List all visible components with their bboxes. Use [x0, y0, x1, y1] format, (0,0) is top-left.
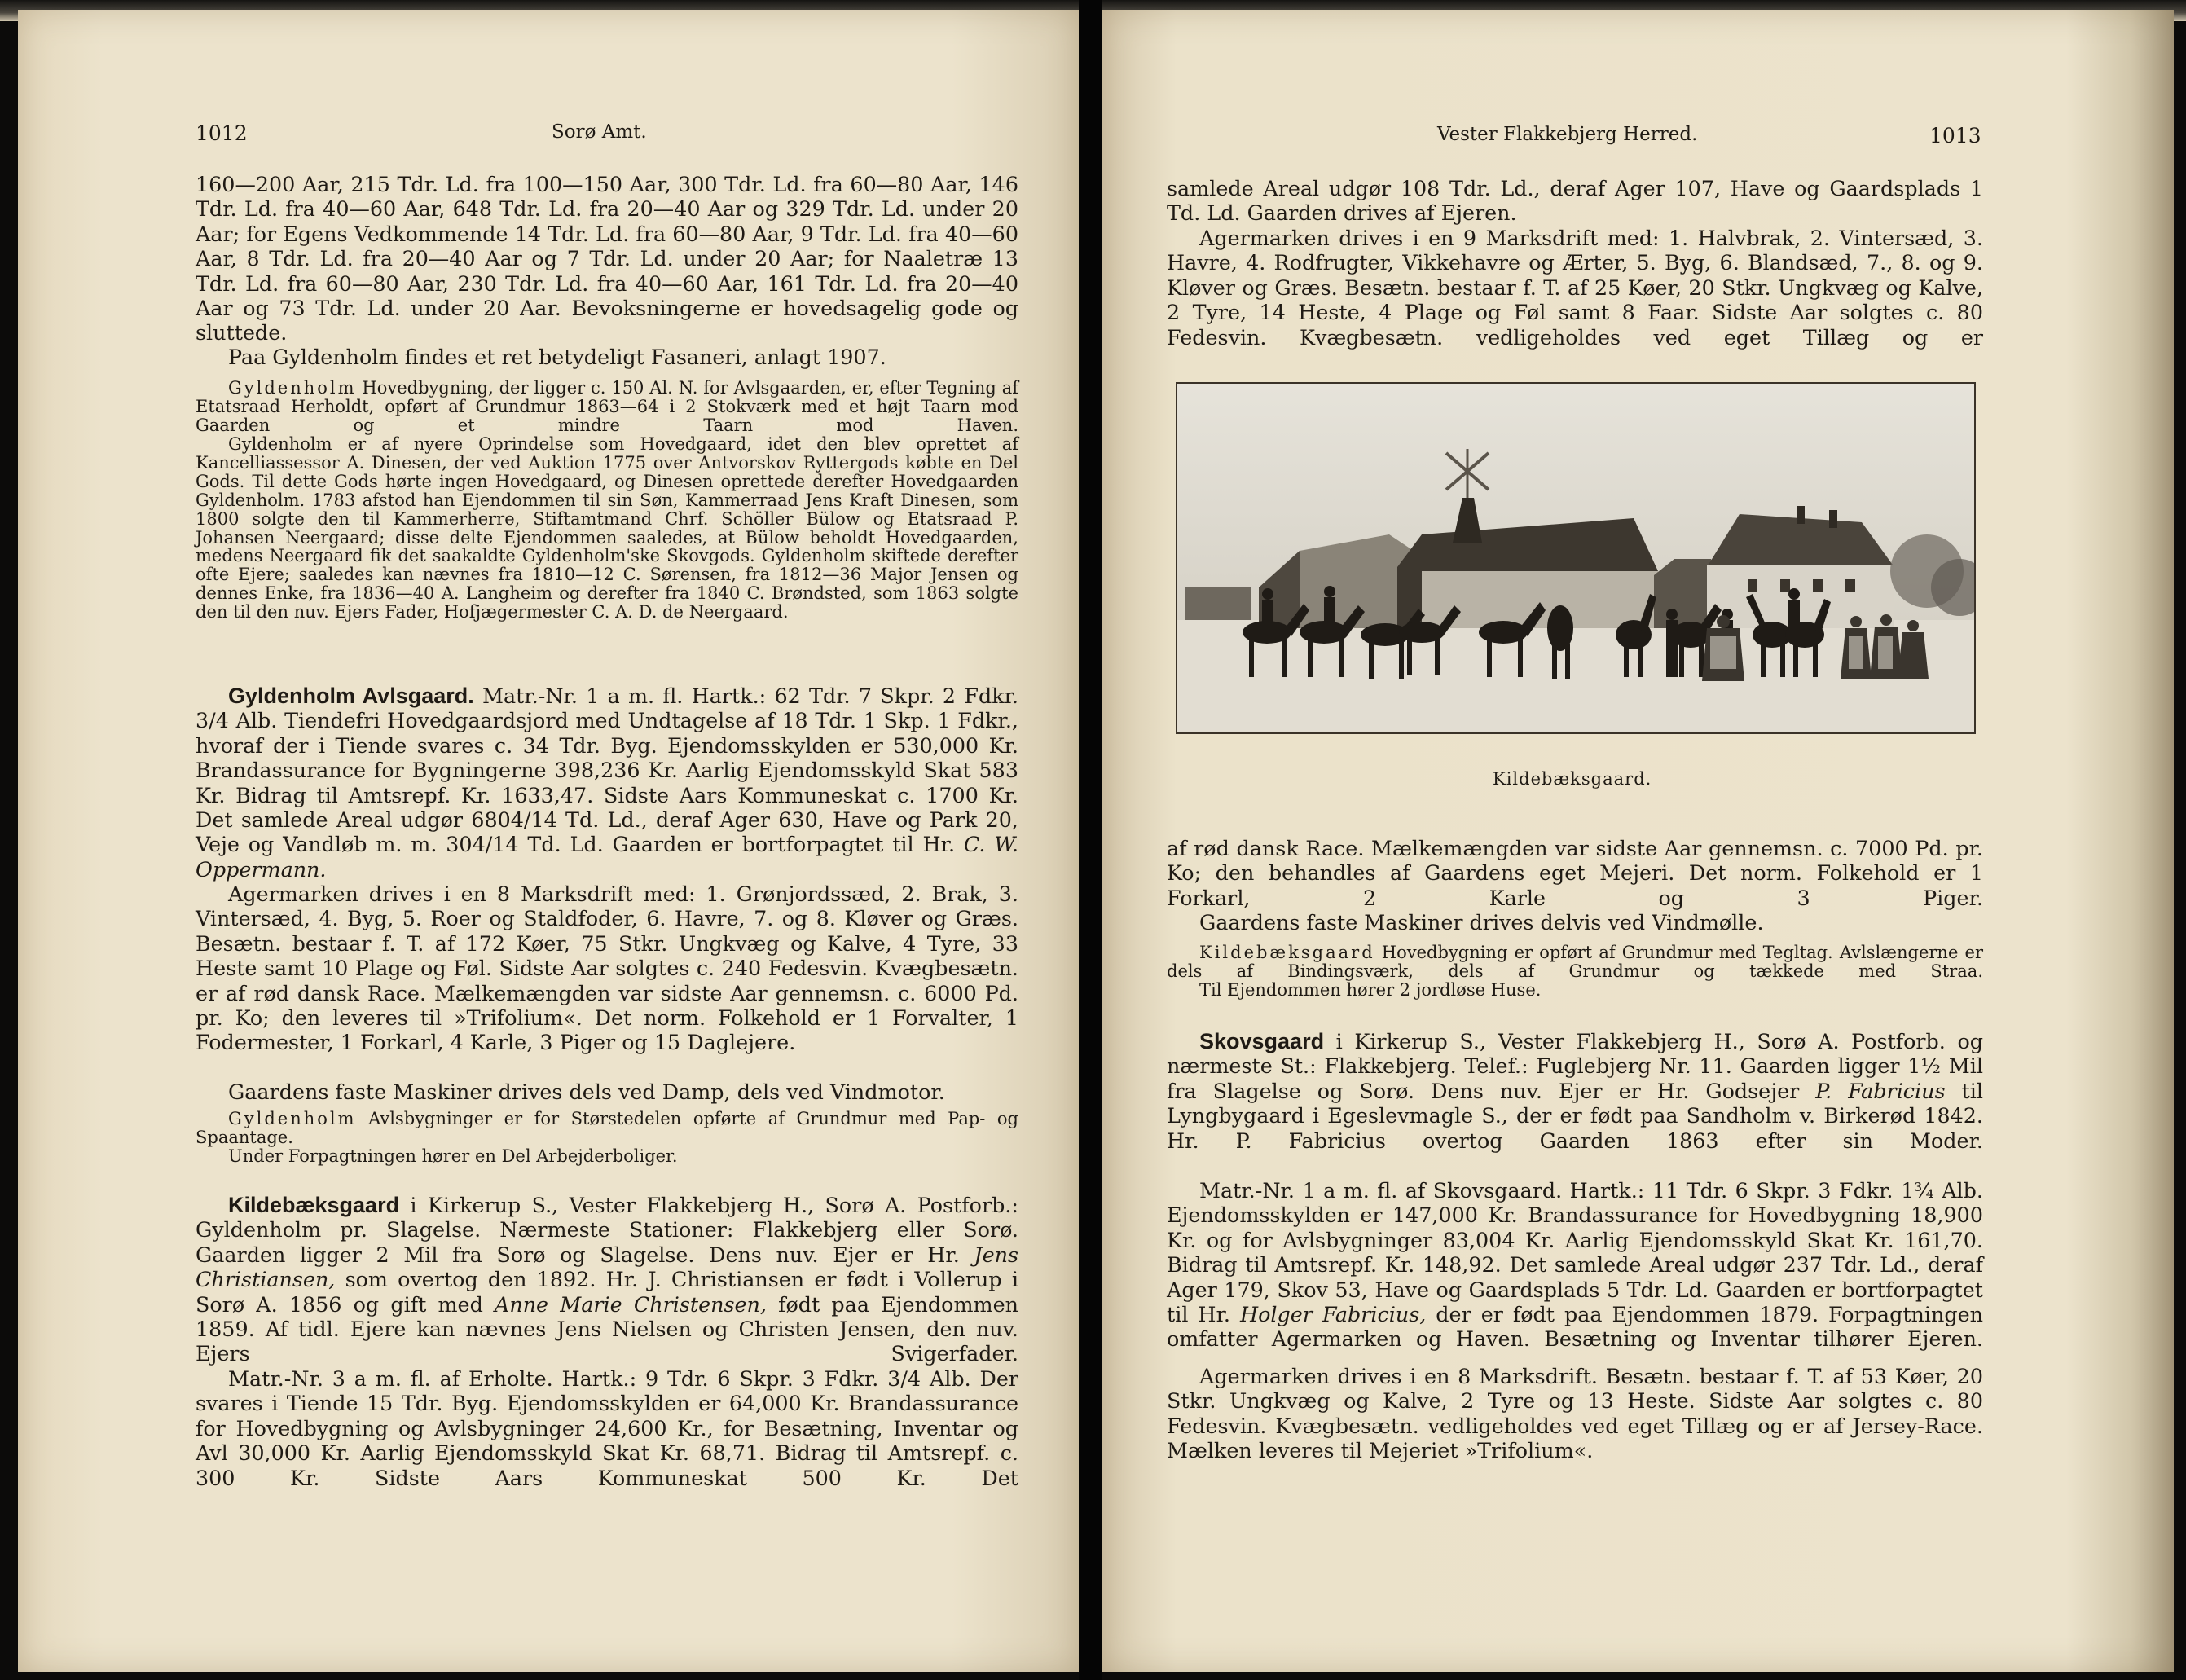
- history-note: Gyldenholm er af nyere Oprindelse som Hovedgaard, idet den blev oprettet af Kancelliassessor A. Dinesen, der ved Auktion 1775 over Antvorskov Ryttergods købte en Del Gods. Til dette Gods hørte ingen Hovedgaard, og Dinesen oprettede derefter Hovedgaarden Gyldenholm. 1783 afstod han Ejendommen til sin Søn, Kammerraad Jens Kraft Dinesen, som 1800 solgte den til Kammerherre, Stiftamtmand Chrf. Schöller Bülow og Etatsraad P. Johansen Neergaard; disse delte Ejendommen saaledes, at Bülow beholdt Hovedgaarden, medens Neergaard fik det saakaldte Gyldenholm'ske Skovgods. Gyldenholm skiftede derefter ofte Ejere; saaledes kan nævnes fra 1810—12 C. Sørensen, fra 1812—36 Major Jensen og dennes Enke, fra 1836—40 A. Langheim og derefter fra 1840 C. Brøndsted, som 1863 solgte den til den nuv. Ejers Fader, Hofjægermester C. A. D. de Neergaard.: [196, 434, 1018, 622]
- book-spine-gap: [1079, 0, 1102, 1680]
- left-page: [18, 10, 1079, 1672]
- right-page: [1102, 10, 2174, 1672]
- skovsgaard-entry: Skovsgaard i Kirkerup S., Vester Flakkebjerg H., Sorø A. Postforb. og nærmeste St.: Flakkebjerg. Telef.: Fuglebjerg Nr. 11. Gaarden ligger 1½ Mil fra Slagelse og Sorø. Dens nuv. Ejer er Hr. Godsejer P. Fabricius til Lyngbygaard i Egeslevmagle S., der er født paa Sandholm v. Birkerød 1842. Hr. P. Fabricius overtog Gaarden 1863 efter sin Moder.: [1167, 1029, 1984, 1153]
- page-number-right: 1013: [1929, 124, 1981, 147]
- running-head-left: Sorø Amt.: [552, 121, 647, 143]
- pheasantry-paragraph: Paa Gyldenholm findes et ret betydeligt Fasaneri, anlagt 1907.: [228, 345, 886, 369]
- skovsgaard-property-paragraph: Matr.-Nr. 1 a m. fl. af Skovsgaard. Hartk.: 11 Tdr. 6 Skpr. 3 Fdkr. 1¾ Alb. Ejendomsskylden er 147,000 Kr. Brandassurance for Hovedbygning 18,900 Kr. og for Avlsbygninger 83,004 Kr. Aarlig Ejendomsskyld Skat Kr. 161,70. Bidrag til Amtsrepf. Kr. 148,92. Det samlede Areal udgør 237 Tdr. Ld., deraf Ager 179, Skov 53, Have og Gaardsplads 5 Tdr. Ld. Gaarden er bortforpagtet til Hr. Holger Fabricius, der er født paa Ejendommen 1879. Forpagtningen omfatter Agermarken og Haven. Besætning og Inventar tilhører Ejeren.: [1167, 1178, 1983, 1352]
- kildebaeksgaard-buildings-note: Kildebæksgaard Hovedbygning er opført af Grundmur med Tegltag. Avlslængerne er dels af Bindingsværk, dels af Grundmur og tækkede med Straa.: [1167, 943, 1983, 981]
- skovsgaard-heading: Skovsgaard: [1199, 1029, 1325, 1053]
- avlsgaard-buildings-note: Gyldenholm Avlsbygninger er for Størstedelen opførte af Grundmur med Pap- og Spaantage.: [196, 1109, 1018, 1147]
- forest-stands-paragraph: 160—200 Aar, 215 Tdr. Ld. fra 100—150 Aar, 300 Tdr. Ld. fra 60—80 Aar, 146 Tdr. Ld. fra 40—60 Aar, 648 Tdr. Ld. fra 20—40 Aar og 329 Tdr. Ld. under 20 Aar; for Egens Vedkommende 14 Tdr. Ld. fra 60—80 Aar, 9 Tdr. Ld. fra 40—60 Aar, 8 Tdr. Ld. fra 20—40 Aar og 7 Tdr. Ld. under 20 Aar; for Naaletræ 13 Tdr. Ld. fra 60—80 Aar, 230 Tdr. Ld. fra 40—60 Aar, 161 Tdr. Ld. fra 20—40 Aar og 73 Tdr. Ld. under 20 Aar. Bevoksningerne er hovedsagelig gode og sluttede.: [196, 172, 1018, 345]
- main-building-note: Gyldenholm Hovedbygning, der ligger c. 150 Al. N. for Avlsgaarden, er, efter Tegning af Etatsraad Herholdt, opført af Grundmur 1863—64 i 2 Stokværk med et højt Taarn mod Gaarden og et mindre Taarn mod Haven.: [196, 378, 1018, 435]
- page-number-left: 1012: [196, 121, 248, 145]
- kildebaeksgaard-machines-paragraph: Gaardens faste Maskiner drives delvis ved Vindmølle.: [1199, 910, 1764, 935]
- kildebaeksgaard-entry: Kildebæksgaard i Kirkerup S., Vester Flakkebjerg H., Sorø A. Postforb.: Gyldenholm pr. Slagelse. Nærmeste Stationer: Flakkebjerg eller Sorø. Gaarden ligger 2 Mil fra Sorø og Slagelse. Dens nuv. Ejer er Hr. Jens Christiansen, som overtog den 1892. Hr. J. Christiansen er født i Vollerup i Sorø A. 1856 og gift med Anne Marie Christensen, født paa Ejendommen 1859. Af tidl. Ejere kan nævnes Jens Nielsen og Christen Jensen, den nuv. Ejers Svigerfader.: [196, 1193, 1018, 1366]
- avlsgaard-heading: Gyldenholm Avlsgaard.: [228, 684, 474, 708]
- running-head-right: Vester Flakkebjerg Herred.: [1437, 124, 1698, 145]
- houses-note: Til Ejendommen hører 2 jordløse Huse.: [1199, 980, 1542, 1000]
- kildebaeksgaard-property-paragraph: Matr.-Nr. 3 a m. fl. af Erholte. Hartk.: 9 Tdr. 6 Skpr. 3 Fdkr. 3/4 Alb. Der svares i Tiende 15 Tdr. Byg. Ejendomsskylden er 64,000 Kr. Brandassurance for Hovedbygning og Avlsbygninger 24,600 Kr., for Besætning, Inventar og Avl 30,000 Kr. Aarlig Ejendomsskyld Skat Kr. 68,71. Bidrag til Amtsrepf. c. 300 Kr. Sidste Aars Kommuneskat 500 Kr. Det: [196, 1366, 1018, 1490]
- avlsgaard-machines-paragraph: Gaardens faste Maskiner drives dels ved Damp, dels ved Vindmotor.: [228, 1080, 945, 1104]
- kildebaeksgaard-farming-paragraph: Agermarken drives i en 9 Marksdrift med: 1. Halvbrak, 2. Vintersæd, 3. Havre, 4. Rodfrugter, Vikkehavre og Ærter, 5. Byg, 6. Blandsæd, 7., 8. og 9. Kløver og Græs. Besætn. bestaar f. T. af 25 Køer, 20 Stkr. Ungkvæg og Kalve, 2 Tyre, 14 Heste, 4 Plage og Føl samt 8 Faar. Sidste Aar solgtes c. 80 Fedesvin. Kvægbesætn. vedligeholdes ved eget Tillæg og er: [1167, 226, 1983, 350]
- kildebaeksgaard-heading: Kildebæksgaard: [228, 1193, 400, 1217]
- kildebaeksgaard-milk-paragraph: af rød dansk Race. Mælkemængden var sidste Aar gennemsn. c. 7000 Pd. pr. Ko; den behandles af Gaardens eget Mejeri. Det norm. Folkehold er 1 Forkarl, 2 Karle og 3 Piger.: [1167, 836, 1983, 910]
- farm-photograph: [1176, 382, 1976, 734]
- photo-caption: Kildebæksgaard.: [1493, 769, 1652, 789]
- avlsgaard-entry: Gyldenholm Avlsgaard. Matr.-Nr. 1 a m. fl. Hartk.: 62 Tdr. 7 Skpr. 2 Fdkr. 3/4 Alb. Tiendefri Hovedgaardsjord med Undtagelse af 18 Tdr. 1 Skp. 1 Fdkr., hvoraf der i Tiende svares c. 34 Tdr. Byg. Ejendomsskylden er 530,000 Kr. Brandassurance for Bygningerne 398,236 Kr. Aarlig Ejendomsskyld Skat 583 Kr. Bidrag til Amtsrepf. Kr. 1633,47. Sidste Aars Kommuneskat c. 1700 Kr. Det samlede Areal udgør 6804/14 Td. Ld., deraf Ager 630, Have og Park 20, Veje og Vandløb m. m. 304/14 Td. Ld. Gaarden er bortforpagtet til Hr. C. W. Oppermann.: [196, 684, 1019, 882]
- farm-photo-illustration: [1177, 384, 1974, 732]
- avlsgaard-farming-paragraph: Agermarken drives i en 8 Marksdrift med: 1. Grønjordssæd, 2. Brak, 3. Vintersæd, 4. Byg, 5. Roer og Staldfoder, 6. Havre, 7. og 8. Kløver og Græs. Besætn. bestaar f. T. af 172 Køer, 75 Stkr. Ungkvæg og Kalve, 4 Tyre, 33 Heste samt 10 Plage og Føl. Sidste Aar solgtes c. 240 Fedesvin. Kvægbesætn. er af rød dansk Race. Mælkemængden var sidste Aar gennemsn. c. 6000 Pd. pr. Ko; den leveres til »Trifolium«. Det norm. Folkehold er 1 Forvalter, 1 Fodermester, 1 Forkarl, 4 Karle, 3 Piger og 15 Daglejere.: [196, 882, 1018, 1055]
- worker-housing-note: Under Forpagtningen hører en Del Arbejderboliger.: [228, 1146, 678, 1166]
- skovsgaard-farming-paragraph: Agermarken drives i en 8 Marksdrift. Besætn. bestaar f. T. af 53 Køer, 20 Stkr. Ungkvæg og Kalve, 2 Tyre og 13 Heste. Sidste Aar solgtes c. 80 Fedesvin. Kvægbesætn. vedligeholdes ved eget Tillæg og er af Jersey-Race. Mælken leveres til Mejeriet »Trifolium«.: [1167, 1364, 1983, 1463]
- kildebaeksgaard-area-paragraph: samlede Areal udgør 108 Tdr. Ld., deraf Ager 107, Have og Gaardsplads 1 Td. Ld. Gaarden drives af Ejeren.: [1167, 176, 1983, 226]
